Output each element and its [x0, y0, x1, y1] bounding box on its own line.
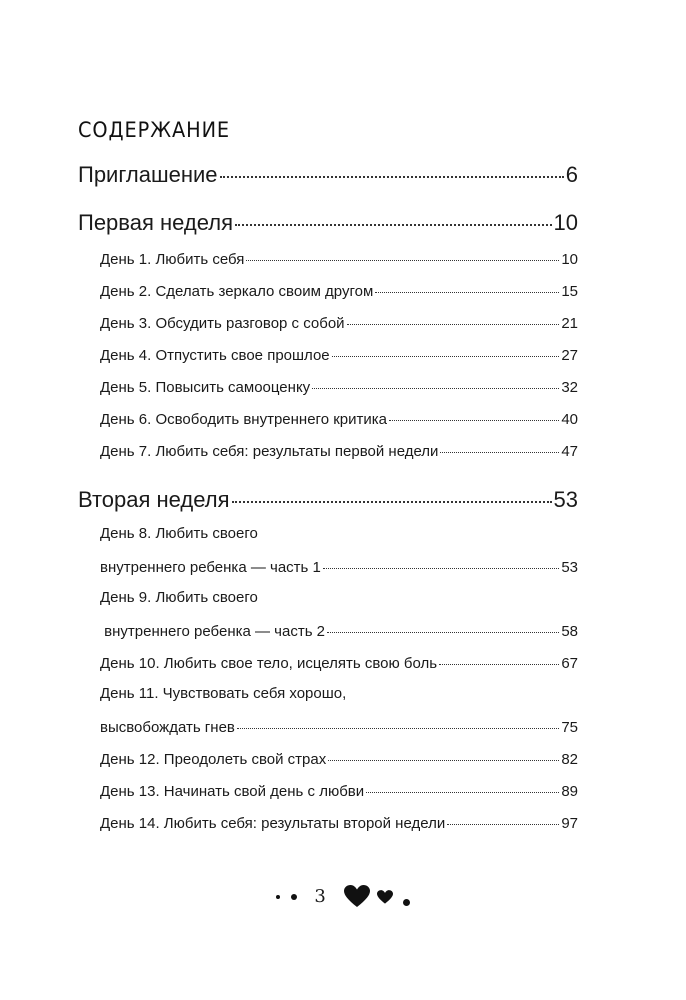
toc-entry-page: 53 — [553, 487, 578, 512]
toc-entry-week-2 — [78, 485, 578, 513]
toc-entry-page: 75 — [561, 719, 578, 736]
small-dot-icon — [276, 895, 280, 899]
toc-entry-title: День 3. Обсудить разговор с собой — [100, 315, 345, 332]
dot-leader — [447, 813, 559, 828]
toc-entry-page: 15 — [561, 283, 578, 300]
dot-leader — [220, 160, 564, 182]
toc-entry-day-3 — [100, 313, 578, 332]
dot-icon — [403, 899, 410, 906]
dot-leader — [389, 409, 559, 424]
toc-entry-day-11-line1: День 11. Чувствовать себя хорошо, — [100, 685, 347, 702]
dot-leader — [375, 281, 559, 296]
toc-entry-page: 82 — [561, 751, 578, 768]
toc-entry-page: 89 — [561, 783, 578, 800]
heart-icon — [344, 885, 370, 909]
page-footer — [0, 885, 686, 909]
toc-entry-day-9 — [100, 621, 578, 640]
toc-entry-day-12 — [100, 749, 578, 768]
dot-leader — [232, 485, 552, 507]
toc-entry-page: 47 — [561, 443, 578, 460]
toc-entry-title: День 10. Любить свое тело, исцелять свою боль — [100, 655, 438, 672]
toc-entry-day-9-line1: День 9. Любить своего — [100, 589, 258, 606]
toc-entry-title: внутреннего ребенка — часть 1 — [100, 559, 321, 576]
dot-leader — [235, 208, 552, 230]
toc-entry-day-8-line1: День 8. Любить своего — [100, 525, 258, 542]
toc-entry-page: 67 — [561, 655, 578, 672]
toc-entry-day-1 — [100, 249, 578, 268]
dot-leader — [327, 621, 559, 636]
toc-entry-page: 10 — [561, 251, 578, 268]
toc-entry-week-1 — [78, 208, 578, 236]
toc-entry-day-6 — [100, 409, 578, 428]
toc-entry-title: День 7. Любить себя: результаты первой недели — [100, 443, 439, 460]
dot-leader — [323, 557, 559, 572]
dot-leader — [332, 345, 560, 360]
toc-entry-title: День 6. Освободить внутреннего критика — [100, 411, 387, 428]
heart-icon — [377, 890, 393, 905]
toc-entry-day-14 — [100, 813, 578, 832]
dot-leader — [237, 717, 559, 732]
dot-icon — [291, 894, 297, 900]
toc-entry-title: День 2. Сделать зеркало своим другом — [100, 283, 374, 300]
toc-entry-invitation — [78, 160, 578, 188]
dot-leader — [440, 441, 559, 456]
toc-entry-page: 27 — [561, 347, 578, 364]
page-number: 3 — [314, 886, 326, 907]
toc-entry-page: 40 — [561, 411, 578, 428]
toc-entry-title: День 1. Любить себя — [100, 251, 245, 268]
toc-entry-day-11 — [100, 717, 578, 736]
toc-entry-title: День 13. Начинать свой день с любви — [100, 783, 365, 800]
dot-leader — [312, 377, 559, 392]
toc-entry-page: 58 — [561, 623, 578, 640]
toc-entry-title: внутреннего ребенка — часть 2 — [100, 623, 326, 640]
toc-entry-title: высвобождать гнев — [100, 719, 235, 736]
toc-entry-title: Приглашение — [78, 162, 218, 187]
toc-entry-title: День 5. Повысить самооценку — [100, 379, 311, 396]
toc-entry-page: 32 — [561, 379, 578, 396]
toc-entry-day-4 — [100, 345, 578, 364]
dot-leader — [366, 781, 559, 796]
toc-entry-title: День 4. Отпустить свое прошлое — [100, 347, 330, 364]
toc-entry-title: День 14. Любить себя: результаты второй недели — [100, 815, 446, 832]
toc-entry-page: 10 — [553, 210, 578, 235]
toc-entry-day-10 — [100, 653, 578, 672]
toc-entry-title: Вторая неделя — [78, 487, 230, 512]
toc-heading: СОДЕРЖАНИЕ — [78, 118, 231, 142]
toc-entry-day-2 — [100, 281, 578, 300]
dot-leader — [347, 313, 560, 328]
toc-entry-page: 53 — [561, 559, 578, 576]
toc-entry-title: День 12. Преодолеть свой страх — [100, 751, 327, 768]
toc-entry-day-5 — [100, 377, 578, 396]
toc-entry-day-8 — [100, 557, 578, 576]
toc-entry-page: 6 — [565, 162, 578, 187]
dot-leader — [246, 249, 559, 264]
dot-leader — [439, 653, 559, 668]
toc-entry-page: 97 — [561, 815, 578, 832]
toc-entry-title: Первая неделя — [78, 210, 233, 235]
dot-leader — [328, 749, 559, 764]
toc-entry-day-13 — [100, 781, 578, 800]
toc-entry-day-7 — [100, 441, 578, 460]
toc-entry-page: 21 — [561, 315, 578, 332]
